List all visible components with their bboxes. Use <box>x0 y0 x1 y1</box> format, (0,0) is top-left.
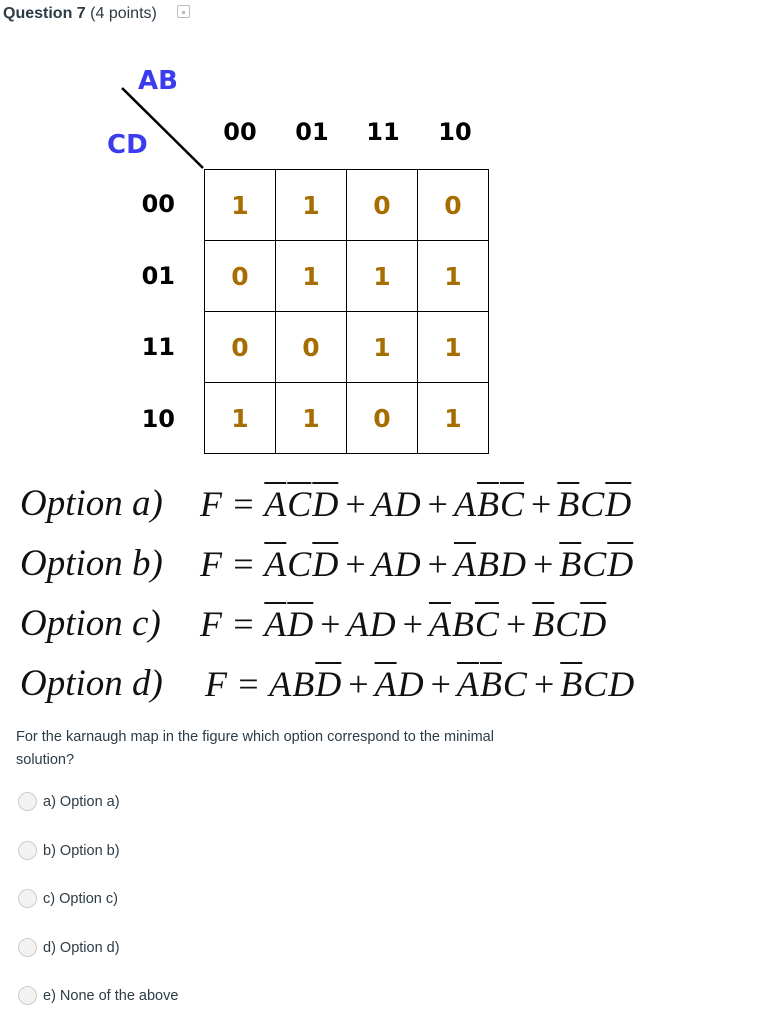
option-formula <box>200 603 607 645</box>
col-header: 11 <box>366 118 400 146</box>
kmap-cell: 1 <box>347 241 418 312</box>
kmap-row <box>205 312 489 383</box>
row-variable-label: CD <box>107 130 148 160</box>
literal: A <box>371 484 394 524</box>
question-text: For the karnaugh map in the figure which option correspond to the minimal solution? <box>16 729 494 768</box>
kmap-cell: 0 <box>205 312 276 383</box>
plus-operator: + <box>505 604 527 644</box>
col-variable-label: AB <box>138 66 178 96</box>
negated-literal: $\overline{B}$ <box>560 664 583 704</box>
kmap-cell: 0 <box>276 312 347 383</box>
negated-literal: $\overline{B}$ <box>476 484 499 524</box>
plus-operator: + <box>530 484 552 524</box>
formula-term <box>454 484 525 524</box>
kmap-cell: 0 <box>347 383 418 454</box>
literal: A <box>371 544 394 584</box>
option-label: Option d) <box>20 663 163 704</box>
formula-prefix: F = <box>200 604 256 644</box>
literal: D <box>369 604 396 644</box>
kmap-row <box>205 170 489 241</box>
row-header: 10 <box>141 405 175 433</box>
radio-button[interactable] <box>18 841 37 860</box>
negated-literal: $\overline{D}$ <box>287 604 314 644</box>
kmap-cell: 1 <box>418 241 489 312</box>
answer-option[interactable] <box>18 938 120 957</box>
radio-button[interactable] <box>18 938 37 957</box>
negated-literal: $\overline{A}$ <box>264 484 287 524</box>
negated-literal: $\overline{A}$ <box>264 544 287 584</box>
formula-term <box>372 544 422 584</box>
literal: C <box>555 604 580 644</box>
negated-literal: $\overline{D}$ <box>312 544 339 584</box>
formula-term <box>559 544 634 584</box>
literal: D <box>394 544 421 584</box>
literal: C <box>582 544 607 584</box>
literal: A <box>346 604 369 644</box>
negated-literal: $\overline{A}$ <box>428 604 451 644</box>
literal: B <box>292 664 315 704</box>
answer-label[interactable]: a) Option a) <box>43 793 120 810</box>
plus-operator: + <box>532 544 554 584</box>
row-header: 11 <box>141 333 175 361</box>
kmap-cell: 1 <box>418 312 489 383</box>
formula-term <box>532 604 607 644</box>
row-header: 00 <box>141 190 175 218</box>
option-label: Option a) <box>20 483 163 524</box>
answer-option[interactable] <box>18 841 120 860</box>
plus-operator: + <box>402 604 423 644</box>
negated-literal: $\overline{D}$ <box>312 484 339 524</box>
kmap-cell: 1 <box>276 383 347 454</box>
formula-term <box>264 544 339 584</box>
plus-operator: + <box>320 604 341 644</box>
kmap-cell: 0 <box>418 170 489 241</box>
negated-literal: $\overline{D}$ <box>605 484 632 524</box>
kmap-row <box>205 383 489 454</box>
col-header: 00 <box>223 118 257 146</box>
plus-operator: + <box>345 544 366 584</box>
row-header: 01 <box>141 262 175 290</box>
kmap-cell: 0 <box>205 241 276 312</box>
kmap-grid <box>204 169 489 454</box>
answer-label[interactable]: c) Option c) <box>43 890 118 907</box>
answer-label[interactable]: d) Option d) <box>43 939 120 956</box>
literal: C <box>502 664 527 704</box>
kmap-row <box>205 241 489 312</box>
formula-term <box>372 484 422 524</box>
negated-literal: $\overline{D}$ <box>315 664 342 704</box>
formula-term <box>264 484 339 524</box>
col-header: 10 <box>438 118 472 146</box>
literal: B <box>451 604 474 644</box>
radio-button[interactable] <box>18 986 37 1005</box>
negated-literal: $\overline{B}$ <box>532 604 555 644</box>
answer-option[interactable] <box>18 986 178 1005</box>
negated-literal: $\overline{D}$ <box>607 544 634 584</box>
radio-button[interactable] <box>18 889 37 908</box>
kmap-cell: 1 <box>205 170 276 241</box>
literal: C <box>287 544 312 584</box>
literal: A <box>453 484 476 524</box>
literal: D <box>608 664 635 704</box>
negated-literal: $\overline{B}$ <box>559 544 582 584</box>
plus-operator: + <box>533 664 555 704</box>
answer-label[interactable]: b) Option b) <box>43 842 120 859</box>
option-label: Option b) <box>20 543 163 584</box>
negated-literal: $\overline{C}$ <box>499 484 524 524</box>
formula-prefix: F = <box>200 544 256 584</box>
formula-prefix: F = <box>205 664 261 704</box>
answer-option[interactable] <box>18 889 118 908</box>
negated-literal: $\overline{A}$ <box>456 664 479 704</box>
kmap-cell: 1 <box>205 383 276 454</box>
formula-term <box>454 544 527 584</box>
literal: C <box>583 664 608 704</box>
formula-term <box>375 664 425 704</box>
negated-literal: $\overline{C}$ <box>287 484 312 524</box>
plus-operator: + <box>427 484 448 524</box>
kmap-cell: 1 <box>347 312 418 383</box>
negated-literal: $\overline{A}$ <box>264 604 287 644</box>
option-formula <box>205 663 635 705</box>
answer-label[interactable]: e) None of the above <box>43 987 179 1004</box>
formula-term <box>560 664 635 704</box>
plus-operator: + <box>348 664 369 704</box>
literal: D <box>394 484 421 524</box>
formula-term <box>347 604 397 644</box>
option-label: Option c) <box>20 603 161 644</box>
kmap-cell: 1 <box>276 170 347 241</box>
question-number: Question 7 <box>3 5 86 22</box>
radio-button[interactable] <box>18 792 37 811</box>
kmap-cell: 0 <box>347 170 418 241</box>
option-formula <box>200 483 632 525</box>
formula-term <box>457 664 528 704</box>
kmap-cell: 1 <box>276 241 347 312</box>
negated-literal: $\overline{B}$ <box>557 484 580 524</box>
formula-prefix: F = <box>200 484 256 524</box>
question-points: (4 points) <box>90 5 157 22</box>
literal: B <box>476 544 499 584</box>
negated-literal: $\overline{B}$ <box>479 664 502 704</box>
plus-operator: + <box>427 544 448 584</box>
plus-operator: + <box>345 484 366 524</box>
literal: A <box>269 664 292 704</box>
formula-term <box>429 604 500 644</box>
kmap-cell: 1 <box>418 383 489 454</box>
literal: C <box>580 484 605 524</box>
negated-literal: $\overline{A}$ <box>374 664 397 704</box>
negated-literal: $\overline{D}$ <box>580 604 607 644</box>
formula-term <box>264 604 314 644</box>
answer-option[interactable] <box>18 792 120 811</box>
col-header: 01 <box>295 118 329 146</box>
negated-literal: $\overline{A}$ <box>453 544 476 584</box>
formula-term <box>269 664 342 704</box>
literal: D <box>499 544 526 584</box>
literal: D <box>397 664 424 704</box>
negated-literal: $\overline{C}$ <box>474 604 499 644</box>
formula-term <box>557 484 632 524</box>
option-formula <box>200 543 634 585</box>
plus-operator: + <box>430 664 451 704</box>
